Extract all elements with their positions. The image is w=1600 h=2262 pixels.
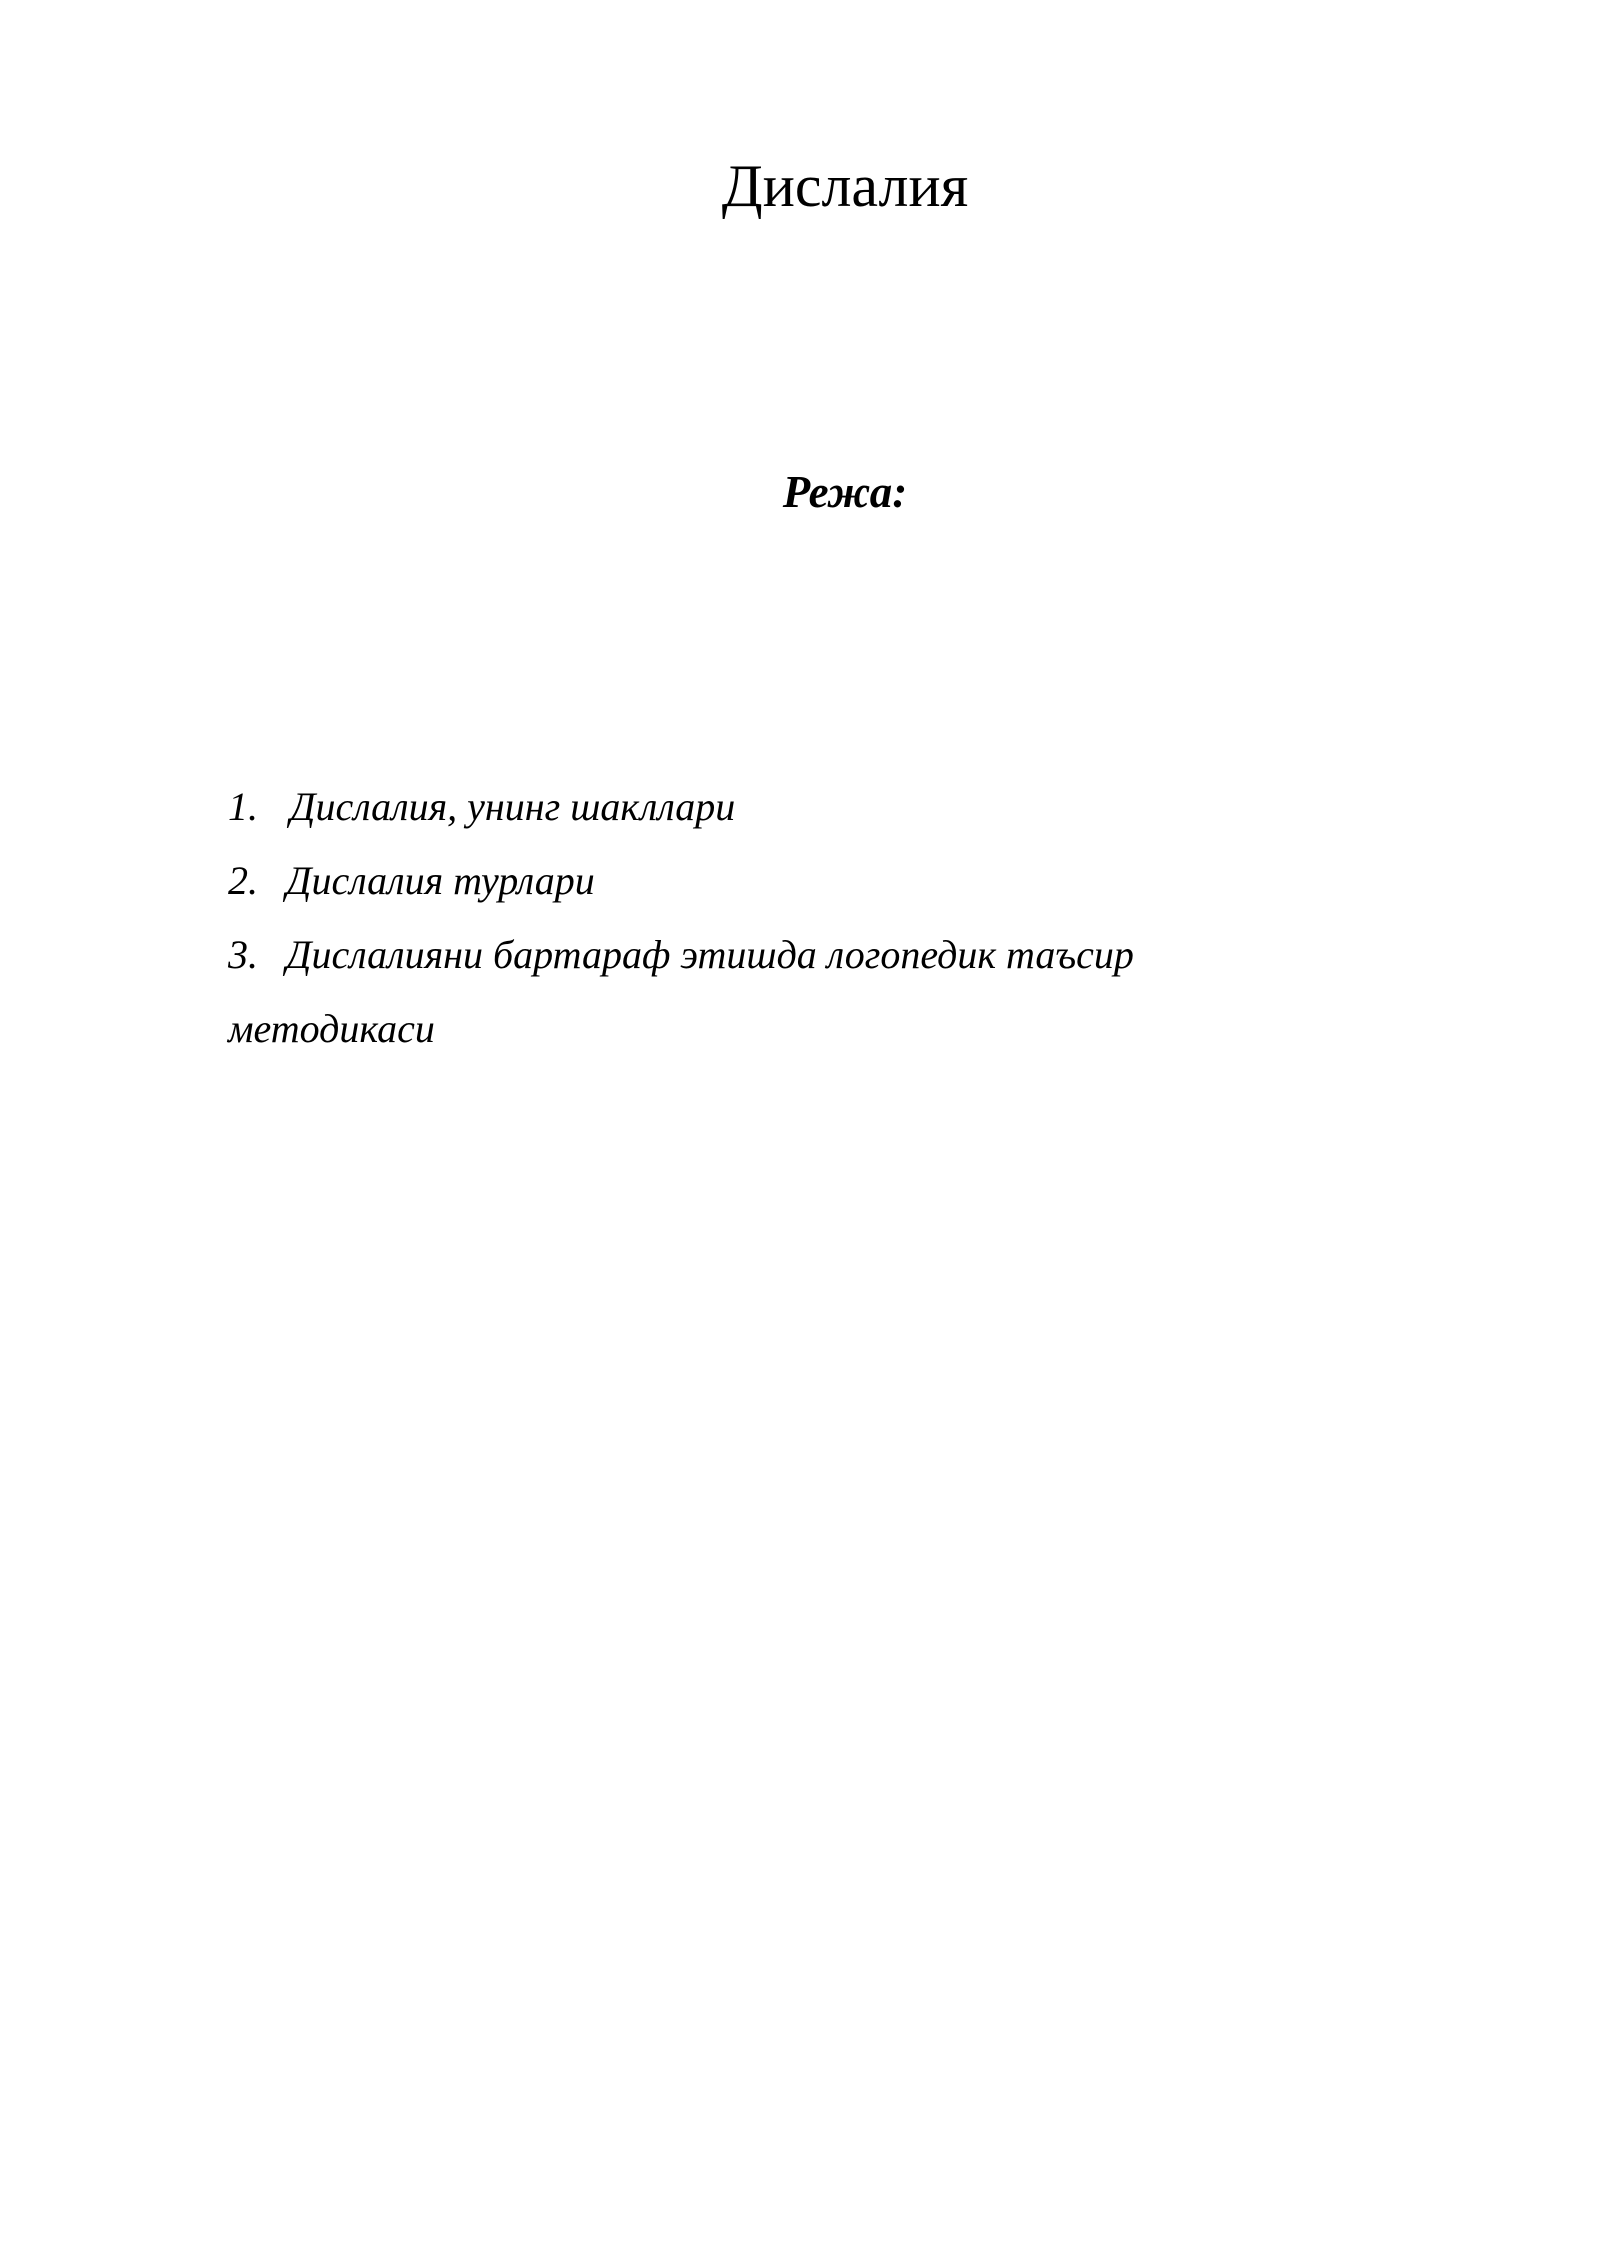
- plan-item-3: [228, 918, 1228, 992]
- plan-item-1: [228, 770, 1228, 844]
- plan-heading: Режа:: [782, 467, 908, 517]
- plan-item-2: [228, 844, 1228, 918]
- plan-item-text: Дислалияни бартараф этишда логопедик таъсир: [286, 932, 1134, 977]
- plan-item-text: Дислалия турлари: [286, 858, 595, 903]
- plan-item-3-continuation: [228, 992, 1228, 1066]
- plan-item-number: 2.: [228, 858, 258, 903]
- document-title: Дислалия: [721, 153, 969, 219]
- plan-item-continuation-text: методикаси: [228, 1006, 435, 1051]
- plan-item-number: 3.: [228, 932, 258, 977]
- plan-item-number: 1.: [228, 784, 258, 829]
- plan-list: [228, 770, 1228, 1066]
- plan-item-text: Дислалия, унинг шакллари: [290, 784, 736, 829]
